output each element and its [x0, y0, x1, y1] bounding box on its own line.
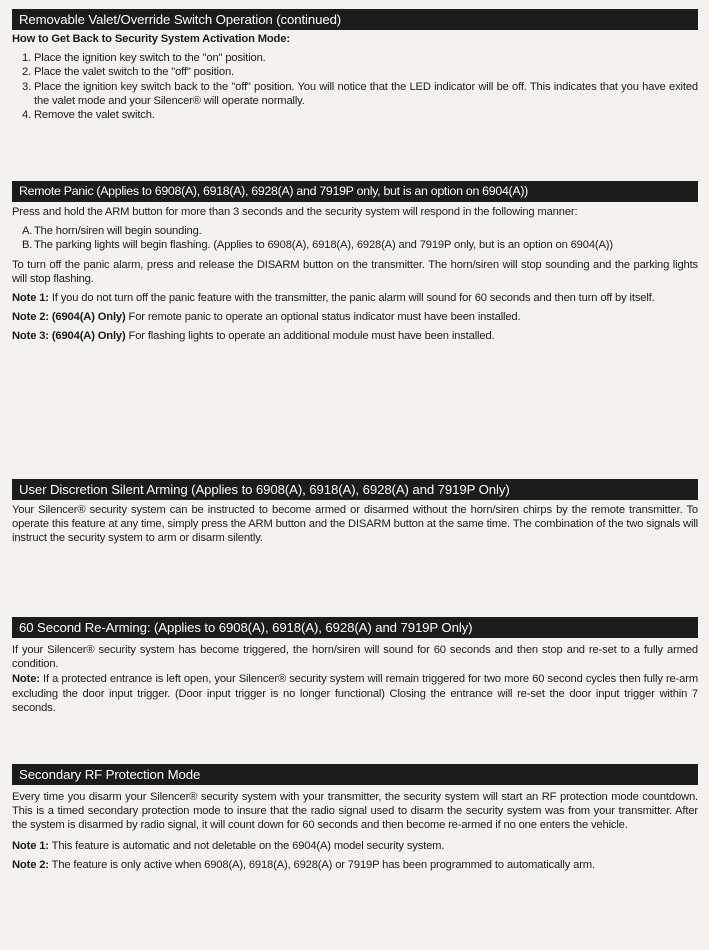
panic-intro: Press and hold the ARM button for more than 3 seconds and the security system will respond in the following manner:	[12, 206, 578, 218]
section-silent-arming	[12, 479, 698, 546]
section-title-valet: Removable Valet/Override Switch Operation (continued)	[12, 9, 698, 30]
section-title-rearming: 60 Second Re-Arming: (Applies to 6908(A), 6918(A), 6928(A) and 7919P Only)	[12, 617, 698, 638]
subheading-activation-mode: How to Get Back to Security System Activation Mode:	[12, 33, 290, 45]
panic-note-1: Note 1: If you do not turn off the panic feature with the transmitter, the panic alarm will sound for 60 seconds and then turn off by itself.	[12, 292, 655, 305]
list-item: B. The parking lights will begin flashing. (Applies to 6908(A), 6918(A), 6928(A) and 7919P only, but is an option on 6904(A))	[22, 239, 613, 252]
list-item: 2. Place the valet switch to the "off" position.	[22, 66, 234, 79]
list-item: 1. Place the ignition key switch to the "on" position.	[22, 52, 266, 65]
section-valet	[12, 9, 698, 122]
rf-protection-text: Every time you disarm your Silencer® security system with your transmitter, the security system will start an RF protection mode countdown. This is a timed secondary protection mode to insure that the radio signal used to disarm the security system was from your transmitter. After the system is disarmed by radio signal, it will count down for 60 seconds and then become re-armed if no one enters the vehicle.	[12, 791, 698, 832]
panic-note-3: Note 3: (6904(A) Only) For flashing lights to operate an additional module must have been installed.	[12, 330, 495, 343]
list-item: 4. Remove the valet switch.	[22, 109, 155, 122]
panic-response-list	[12, 224, 698, 252]
list-item: A. The horn/siren will begin sounding.	[22, 225, 202, 238]
section-rf-protection	[12, 764, 698, 872]
section-title-remote-panic: Remote Panic (Applies to 6908(A), 6918(A), 6928(A) and 7919P only, but is an option on 6904(A))	[12, 181, 698, 202]
section-remote-panic	[12, 181, 698, 344]
rearming-text: If your Silencer® security system has become triggered, the horn/siren will sound for 60 seconds and then stop and re-set to a fully armed condition.	[12, 644, 698, 671]
rearming-note: Note: If a protected entrance is left open, your Silencer® security system will remain triggered for two more 60 second cycles then fully re-arm excluding the door input trigger. (Door input trigger is no longer functional) Closing the entrance will re-set the door input trigger within 7 seconds.	[12, 673, 698, 714]
panic-note-2: Note 2: (6904(A) Only) For remote panic to operate an optional status indicator must have been installed.	[12, 311, 521, 324]
list-item: 3. Place the ignition key switch back to the "off" position. You will notice that the LED indicator will be off. This indicates that you have exited the valet mode and your Silencer® will operate normally.	[22, 80, 698, 107]
section-rearming	[12, 617, 698, 715]
silent-arming-text: Your Silencer® security system can be instructed to become armed or disarmed without the horn/siren chirps by the remote transmitter. To operate this feature at any time, simply press the ARM button and the DISARM button at the same time. The combination of the two signals will instruct the security system to arm or disarm silently.	[12, 504, 698, 545]
steps-list	[12, 51, 698, 122]
rf-note-1: Note 1: This feature is automatic and not deletable on the 6904(A) model security system.	[12, 839, 445, 852]
rf-note-2: Note 2: The feature is only active when 6908(A), 6918(A), 6928(A) or 7919P has been programmed to automatically arm.	[12, 858, 595, 871]
section-title-silent-arming: User Discretion Silent Arming (Applies to 6908(A), 6918(A), 6928(A) and 7919P Only)	[12, 479, 698, 500]
section-title-rf-protection: Secondary RF Protection Mode	[12, 764, 698, 785]
panic-turn-off: To turn off the panic alarm, press and release the DISARM button on the transmitter. The horn/siren will stop sounding and the parking lights will stop flashing.	[12, 258, 698, 285]
